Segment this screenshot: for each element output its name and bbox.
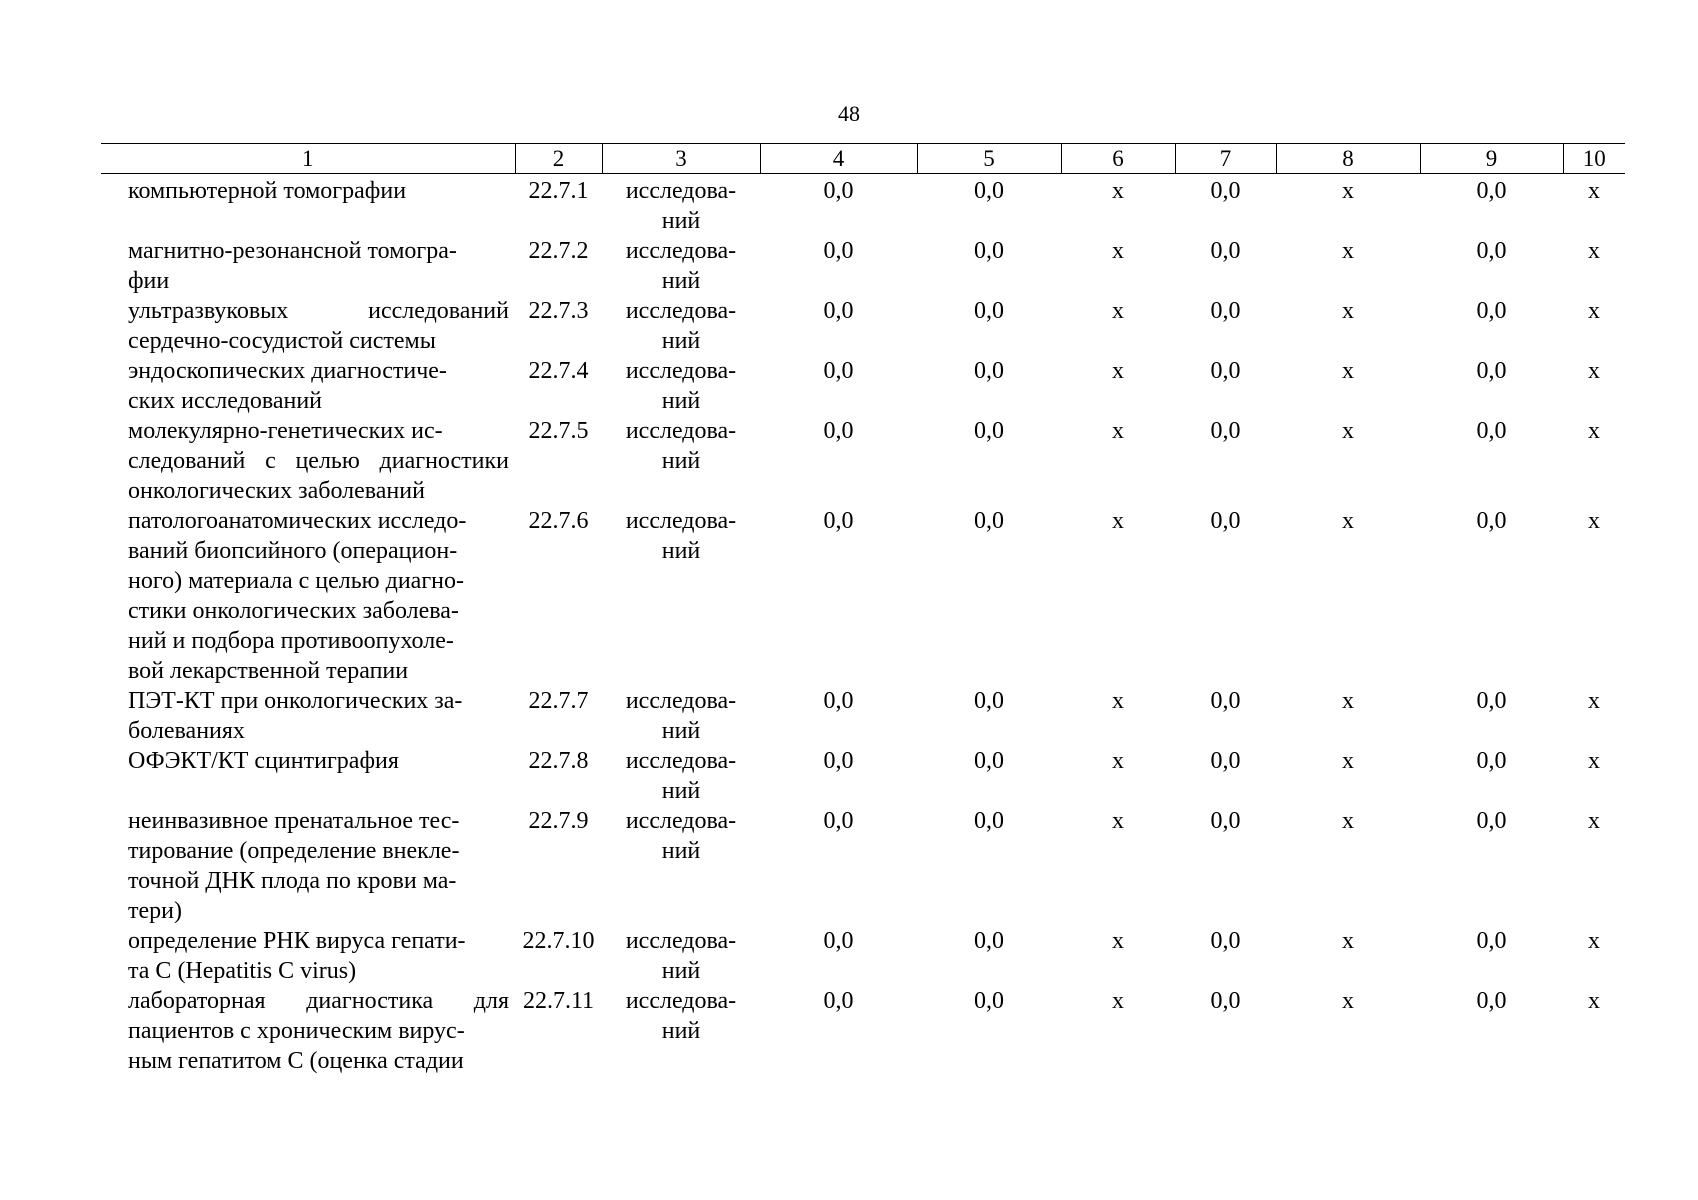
unit-cell: исследова- ний bbox=[625, 928, 737, 984]
table-row bbox=[101, 296, 1625, 356]
value-cell-col6: х bbox=[1112, 238, 1124, 264]
value-cell-col5: 0,0 bbox=[974, 808, 1004, 834]
indicator-name-cell: ПЭТ-КТ при онкологических за- болеваниях bbox=[128, 688, 463, 744]
indicator-name-cell: ультразвуковых исследований сердечно-сосудистой системы bbox=[128, 298, 509, 354]
indicator-name-cell: неинвазивное пренатальное тес- тирование (определение внекле- точной ДНК плода по крови ма- тери) bbox=[128, 808, 460, 924]
column-header-7: 7 bbox=[1175, 144, 1276, 174]
unit-cell: исследова- ний bbox=[625, 178, 737, 234]
table-row bbox=[101, 506, 1625, 686]
column-header-3: 3 bbox=[602, 144, 760, 174]
value-cell-col10: х bbox=[1588, 988, 1600, 1014]
value-cell-col4: 0,0 bbox=[823, 928, 854, 954]
value-cell-col10: х bbox=[1588, 688, 1600, 714]
value-cell-col4: 0,0 bbox=[823, 808, 854, 834]
value-cell-col9: 0,0 bbox=[1476, 688, 1507, 714]
row-code-cell: 22.7.6 bbox=[528, 508, 589, 534]
indicator-name-cell: молекулярно-генетических ис- следований с целью диагностики онкологических заболеваний bbox=[128, 418, 509, 504]
row-code-cell: 22.7.11 bbox=[522, 988, 595, 1014]
table-row bbox=[101, 926, 1625, 986]
value-cell-col8: х bbox=[1342, 688, 1354, 714]
indicator-name-cell: патологоанатомических исследо- ваний биопсийного (операцион- ного) материала с целью диагно- стики онкологических заболева- ний и подбора противоопухоле- вой лекарственной терапии bbox=[128, 508, 467, 684]
value-cell-col7: 0,0 bbox=[1210, 178, 1241, 204]
value-cell-col5: 0,0 bbox=[974, 928, 1004, 954]
table-row bbox=[101, 236, 1625, 296]
value-cell-col8: х bbox=[1342, 928, 1354, 954]
value-cell-col5: 0,0 bbox=[974, 688, 1004, 714]
value-cell-col7: 0,0 bbox=[1210, 358, 1241, 384]
row-code-cell: 22.7.10 bbox=[522, 928, 595, 954]
row-code-cell: 22.7.7 bbox=[528, 688, 589, 714]
table-row bbox=[101, 356, 1625, 416]
column-header-5: 5 bbox=[917, 144, 1061, 174]
value-cell-col8: х bbox=[1342, 358, 1354, 384]
row-code-cell: 22.7.3 bbox=[528, 298, 589, 324]
unit-cell: исследова- ний bbox=[625, 358, 737, 414]
page-number: 48 bbox=[838, 101, 860, 126]
value-cell-col7: 0,0 bbox=[1210, 298, 1241, 324]
value-cell-col9: 0,0 bbox=[1476, 358, 1507, 384]
unit-cell: исследова- ний bbox=[625, 808, 737, 864]
value-cell-col9: 0,0 bbox=[1476, 808, 1507, 834]
value-cell-col6: х bbox=[1112, 808, 1124, 834]
value-cell-col8: х bbox=[1342, 808, 1354, 834]
value-cell-col4: 0,0 bbox=[823, 358, 854, 384]
value-cell-col4: 0,0 bbox=[823, 418, 854, 444]
value-cell-col9: 0,0 bbox=[1476, 508, 1507, 534]
value-cell-col10: х bbox=[1588, 928, 1600, 954]
column-header-6: 6 bbox=[1061, 144, 1175, 174]
column-header-2: 2 bbox=[515, 144, 602, 174]
unit-cell: исследова- ний bbox=[625, 688, 737, 744]
value-cell-col9: 0,0 bbox=[1476, 178, 1507, 204]
value-cell-col5: 0,0 bbox=[974, 238, 1004, 264]
table-row bbox=[101, 986, 1625, 1076]
value-cell-col4: 0,0 bbox=[823, 238, 854, 264]
value-cell-col5: 0,0 bbox=[974, 178, 1004, 204]
indicator-name-cell: магнитно-резонансной томогра- фии bbox=[128, 238, 457, 294]
table-row bbox=[101, 806, 1625, 926]
value-cell-col10: х bbox=[1588, 808, 1600, 834]
value-cell-col4: 0,0 bbox=[823, 178, 854, 204]
value-cell-col6: х bbox=[1112, 358, 1124, 384]
value-cell-col10: х bbox=[1588, 508, 1600, 534]
value-cell-col6: х bbox=[1112, 988, 1124, 1014]
table-body bbox=[101, 174, 1625, 1077]
row-code-cell: 22.7.5 bbox=[528, 418, 589, 444]
row-code-cell: 22.7.8 bbox=[528, 748, 589, 774]
value-cell-col9: 0,0 bbox=[1476, 988, 1507, 1014]
column-header-10: 10 bbox=[1563, 144, 1625, 174]
table-row bbox=[101, 746, 1625, 806]
value-cell-col7: 0,0 bbox=[1210, 808, 1241, 834]
unit-cell: исследова- ний bbox=[625, 418, 737, 474]
value-cell-col9: 0,0 bbox=[1476, 298, 1507, 324]
value-cell-col8: х bbox=[1342, 748, 1354, 774]
column-number-header-row bbox=[101, 144, 1625, 174]
row-code-cell: 22.7.9 bbox=[528, 808, 589, 834]
value-cell-col4: 0,0 bbox=[823, 298, 854, 324]
value-cell-col9: 0,0 bbox=[1476, 238, 1507, 264]
value-cell-col7: 0,0 bbox=[1210, 928, 1241, 954]
value-cell-col8: х bbox=[1342, 298, 1354, 324]
value-cell-col6: х bbox=[1112, 178, 1124, 204]
value-cell-col10: х bbox=[1588, 178, 1600, 204]
value-cell-col7: 0,0 bbox=[1210, 418, 1241, 444]
indicator-name-cell: эндоскопических диагностиче- ских исследований bbox=[128, 358, 447, 414]
value-cell-col4: 0,0 bbox=[823, 508, 854, 534]
value-cell-col10: х bbox=[1588, 358, 1600, 384]
table-row bbox=[101, 686, 1625, 746]
value-cell-col6: х bbox=[1112, 928, 1124, 954]
value-cell-col7: 0,0 bbox=[1210, 508, 1241, 534]
table-row bbox=[101, 416, 1625, 506]
value-cell-col10: х bbox=[1588, 748, 1600, 774]
value-cell-col6: х bbox=[1112, 688, 1124, 714]
value-cell-col9: 0,0 bbox=[1476, 928, 1507, 954]
value-cell-col6: х bbox=[1112, 748, 1124, 774]
unit-cell: исследова- ний bbox=[625, 748, 737, 804]
data-table bbox=[101, 143, 1625, 1076]
value-cell-col6: х bbox=[1112, 298, 1124, 324]
row-code-cell: 22.7.4 bbox=[528, 358, 589, 384]
column-header-4: 4 bbox=[760, 144, 917, 174]
value-cell-col7: 0,0 bbox=[1210, 238, 1241, 264]
value-cell-col6: х bbox=[1112, 508, 1124, 534]
value-cell-col8: х bbox=[1342, 178, 1354, 204]
column-header-8: 8 bbox=[1276, 144, 1420, 174]
value-cell-col8: х bbox=[1342, 418, 1354, 444]
table-row bbox=[101, 174, 1625, 237]
column-header-9: 9 bbox=[1420, 144, 1563, 174]
value-cell-col5: 0,0 bbox=[974, 748, 1004, 774]
value-cell-col7: 0,0 bbox=[1210, 988, 1241, 1014]
value-cell-col4: 0,0 bbox=[823, 988, 854, 1014]
value-cell-col6: х bbox=[1112, 418, 1124, 444]
value-cell-col8: х bbox=[1342, 508, 1354, 534]
indicator-name-cell: определение РНК вируса гепати- та C (Hepatitis C virus) bbox=[128, 928, 466, 984]
unit-cell: исследова- ний bbox=[625, 238, 737, 294]
value-cell-col8: х bbox=[1342, 238, 1354, 264]
value-cell-col9: 0,0 bbox=[1476, 748, 1507, 774]
row-code-cell: 22.7.1 bbox=[528, 178, 589, 204]
column-header-1: 1 bbox=[101, 144, 515, 174]
value-cell-col10: х bbox=[1588, 418, 1600, 444]
value-cell-col5: 0,0 bbox=[974, 508, 1004, 534]
indicator-name-cell: лабораторная диагностика для пациентов с хроническим вирус- ным гепатитом C (оценка стадии bbox=[128, 988, 509, 1074]
value-cell-col4: 0,0 bbox=[823, 688, 854, 714]
indicator-name-cell: ОФЭКТ/КТ сцинтиграфия bbox=[128, 748, 399, 774]
value-cell-col7: 0,0 bbox=[1210, 688, 1241, 714]
value-cell-col10: х bbox=[1588, 298, 1600, 324]
value-cell-col5: 0,0 bbox=[974, 358, 1004, 384]
row-code-cell: 22.7.2 bbox=[528, 238, 589, 264]
unit-cell: исследова- ний bbox=[625, 298, 737, 354]
value-cell-col5: 0,0 bbox=[974, 298, 1004, 324]
value-cell-col10: х bbox=[1588, 238, 1600, 264]
value-cell-col5: 0,0 bbox=[974, 418, 1004, 444]
unit-cell: исследова- ний bbox=[625, 988, 737, 1044]
value-cell-col5: 0,0 bbox=[974, 988, 1004, 1014]
value-cell-col4: 0,0 bbox=[823, 748, 854, 774]
value-cell-col8: х bbox=[1342, 988, 1354, 1014]
indicator-name-cell: компьютерной томографии bbox=[128, 178, 407, 204]
value-cell-col9: 0,0 bbox=[1476, 418, 1507, 444]
value-cell-col7: 0,0 bbox=[1210, 748, 1241, 774]
unit-cell: исследова- ний bbox=[625, 508, 737, 564]
